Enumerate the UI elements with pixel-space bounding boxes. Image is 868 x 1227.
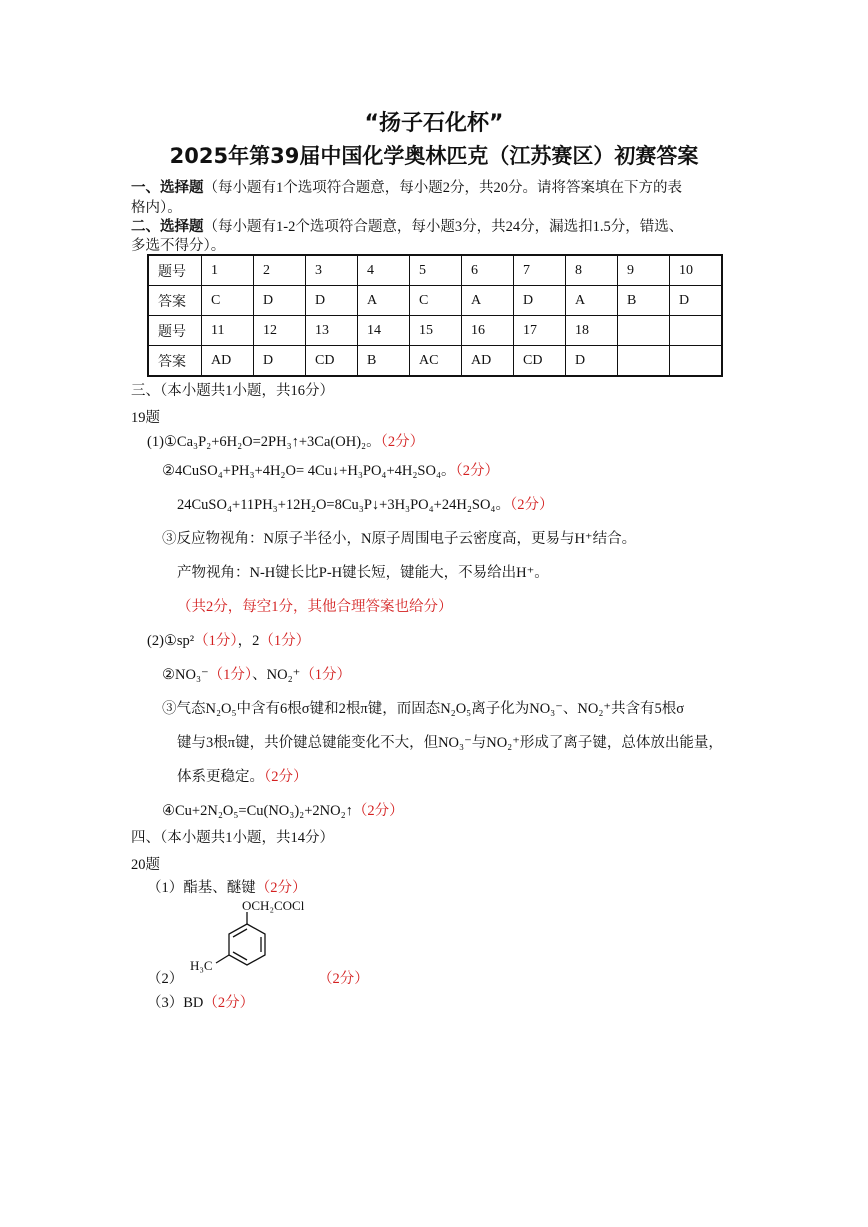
answer-text: sp² xyxy=(176,633,195,649)
section2-heading: 二、选择题 xyxy=(131,219,204,235)
table-cell: D xyxy=(566,346,618,377)
score-label: （2分） xyxy=(264,769,308,785)
equation: 4CuSO₄+PH₃+4H₂O= 4Cu↓+H₃PO₄+4H₂SO₄。 xyxy=(175,463,456,479)
score-label: （1分） xyxy=(208,667,253,683)
answer-text: 反应物视角：N原子半径小，N原子周围电子云密度高，更易与H⁺结合。 xyxy=(176,531,637,547)
answer-19-2-1 xyxy=(147,629,310,650)
table-cell: 答案 xyxy=(148,346,202,377)
score-label: （1分） xyxy=(300,667,352,683)
table-cell xyxy=(618,316,670,346)
table-cell: 2 xyxy=(254,255,306,286)
table-cell xyxy=(670,346,723,377)
table-cell: A xyxy=(566,286,618,316)
table-cell: D xyxy=(514,286,566,316)
answer-text: 气态N₂O₅中含有6根σ键和2根π键，而固态N₂O₅离子化为NO₃⁻、NO₂⁺共含有5根σ xyxy=(176,701,685,717)
score-note: （共2分，每空1分，其他合理答案也给分） xyxy=(177,599,453,615)
table-cell xyxy=(670,316,723,346)
table-cell: AC xyxy=(410,346,462,377)
separator: ， xyxy=(237,633,253,649)
table-cell: 8 xyxy=(566,255,618,286)
table-cell: 16 xyxy=(462,316,514,346)
item-prefix: ② xyxy=(162,463,175,479)
section1-heading: 一、选择题 xyxy=(131,180,204,196)
section3-heading: 三、（本小题共1小题，共16分） xyxy=(131,383,334,399)
table-cell: 12 xyxy=(254,316,306,346)
item-prefix: ③ xyxy=(162,701,177,717)
table-cell: 6 xyxy=(462,255,514,286)
answer-20-3 xyxy=(147,991,254,1012)
table-cell: 14 xyxy=(358,316,410,346)
answer-table xyxy=(147,254,723,377)
answer-19-1-1 xyxy=(147,430,424,451)
answer-text: 体系更稳定。 xyxy=(177,769,264,785)
table-cell: B xyxy=(358,346,410,377)
table-cell: C xyxy=(410,286,462,316)
table-cell: 15 xyxy=(410,316,462,346)
table-cell: CD xyxy=(306,346,358,377)
answer-text: NO₂⁺ xyxy=(266,667,301,683)
item-prefix: （3） xyxy=(147,995,184,1011)
answer-text: 酯基、醚键 xyxy=(183,880,256,896)
table-cell: A xyxy=(462,286,514,316)
section2-line1 xyxy=(131,215,683,236)
table-cell: 4 xyxy=(358,255,410,286)
answer-19-1-3b: 产物视角：N-H键长比P-H键长短，键能大，不易给出H⁺。 xyxy=(177,565,549,581)
section1-line1 xyxy=(131,176,682,197)
answer-19-2-3-line2: 键与3根π键，共价键总键能变化不大，但NO₃⁻与NO₂⁺形成了离子键，总体放出能量， xyxy=(177,735,723,751)
table-cell: D xyxy=(254,346,306,377)
score-label: （2分） xyxy=(509,497,554,513)
answer-text: NO₃⁻ xyxy=(175,667,209,683)
answer-19-1-2b xyxy=(177,493,553,514)
score-label: （1分） xyxy=(259,633,311,649)
substituent-left-label: H₃C xyxy=(190,958,213,973)
answer-20-1 xyxy=(147,876,307,897)
item-prefix: (2)① xyxy=(147,633,177,649)
answer-19-1-3 xyxy=(162,527,636,548)
table-cell: A xyxy=(358,286,410,316)
separator: 、 xyxy=(252,667,267,683)
answer-19-2-3 xyxy=(162,697,684,718)
question-20-label: 20题 xyxy=(131,857,160,873)
table-cell xyxy=(618,346,670,377)
section1-desc-cont: 格内）。 xyxy=(131,200,182,216)
cup-name: “扬子石化杯” xyxy=(364,111,504,136)
table-row xyxy=(148,286,722,316)
answer-20-2-prefix: （2） xyxy=(147,971,184,987)
table-cell: C xyxy=(202,286,254,316)
answer-19-2-4 xyxy=(162,799,404,820)
table-row xyxy=(148,255,722,286)
item-prefix: （1） xyxy=(147,880,184,896)
table-cell: AD xyxy=(202,346,254,377)
answer-text: BD xyxy=(183,995,204,1011)
table-cell: 17 xyxy=(514,316,566,346)
table-cell: 11 xyxy=(202,316,254,346)
benzene-ring xyxy=(229,924,265,965)
score-label: （2分） xyxy=(318,971,369,987)
score-label: （2分） xyxy=(255,880,307,896)
table-cell: 10 xyxy=(670,255,723,286)
answer-text: 2 xyxy=(252,633,260,649)
equation: Cu+2N₂O₅=Cu(NO₃)₂+2NO₂↑ xyxy=(175,803,353,819)
score-label: （1分） xyxy=(194,633,238,649)
section1-desc: （每小题有1个选项符合题意，每小题2分，共20分。请将答案填在下方的表 xyxy=(203,180,682,196)
table-row xyxy=(148,346,722,377)
score-label: （2分） xyxy=(203,995,255,1011)
table-cell: AD xyxy=(462,346,514,377)
answer-19-1-2 xyxy=(162,459,499,480)
item-prefix: (1)① xyxy=(147,434,177,450)
score-label: （2分） xyxy=(455,463,500,479)
equation: Ca₃P₂+6H₂O=2PH₃↑+3Ca(OH)₂。 xyxy=(176,434,381,450)
table-cell: 18 xyxy=(566,316,618,346)
item-prefix: ③ xyxy=(162,531,177,547)
table-cell: CD xyxy=(514,346,566,377)
score-label: （2分） xyxy=(380,434,425,450)
methyl-bond xyxy=(216,955,229,963)
table-cell: 题号 xyxy=(148,316,202,346)
table-cell: 5 xyxy=(410,255,462,286)
table-cell: B xyxy=(618,286,670,316)
table-cell: D xyxy=(670,286,723,316)
table-row xyxy=(148,316,722,346)
section2-desc: （每小题有1-2个选项符合题意，每小题3分，共24分，漏选扣1.5分，错选、 xyxy=(203,219,684,235)
page-title: 2025年第39届中国化学奥林匹克（江苏赛区）初赛答案 xyxy=(169,144,699,168)
table-cell: D xyxy=(306,286,358,316)
table-cell: 答案 xyxy=(148,286,202,316)
table-cell: 题号 xyxy=(148,255,202,286)
section2-desc-cont: 多选不得分）。 xyxy=(131,238,226,254)
section4-heading: 四、（本小题共1小题，共14分） xyxy=(131,830,334,846)
table-cell: 13 xyxy=(306,316,358,346)
table-cell: 9 xyxy=(618,255,670,286)
item-prefix: ② xyxy=(162,667,175,683)
item-prefix: ④ xyxy=(162,803,175,819)
answer-19-2-3-line3 xyxy=(177,765,308,786)
table-cell: 1 xyxy=(202,255,254,286)
table-cell: D xyxy=(254,286,306,316)
answer-19-2-2 xyxy=(162,663,351,684)
table-cell: 3 xyxy=(306,255,358,286)
substituent-top-label: OCH₂COCl xyxy=(242,898,305,913)
equation: 24CuSO₄+11PH₃+12H₂O=8Cu₃P↓+3H₃PO₄+24H₂SO₄。 xyxy=(177,497,510,513)
score-label: （2分） xyxy=(352,803,404,819)
question-19-label: 19题 xyxy=(131,410,160,426)
table-cell: 7 xyxy=(514,255,566,286)
